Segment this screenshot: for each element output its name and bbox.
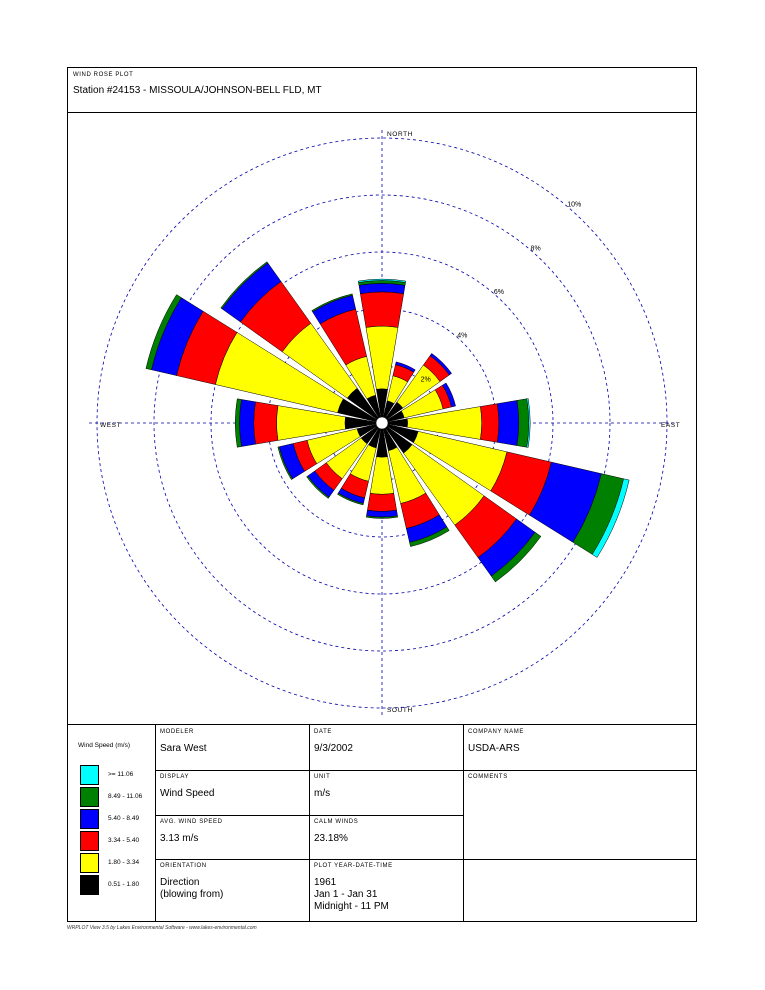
legend-label: >= 11.06 — [108, 771, 134, 778]
petal-segment — [360, 292, 403, 328]
display-label: DISPLAY — [160, 774, 190, 780]
orientation-cell — [155, 859, 309, 922]
petal-segment — [370, 457, 394, 495]
calm-winds-label: CALM WINDS — [314, 819, 359, 825]
date-cell — [309, 725, 463, 770]
ring-label: 6% — [493, 289, 505, 297]
calm-winds-value: 23.18% — [314, 833, 348, 844]
comments-cell — [463, 770, 696, 859]
petal-segment — [497, 400, 519, 445]
unit-value: m/s — [314, 788, 331, 799]
legend-swatch — [80, 809, 99, 829]
date-label: DATE — [314, 729, 332, 735]
plot-period-cell — [309, 859, 463, 922]
west-label: WEST — [100, 422, 122, 429]
east-label: EAST — [661, 422, 681, 429]
legend-label: 1.80 - 3.34 — [108, 859, 140, 866]
ring-label: 2% — [420, 376, 431, 384]
petal-segment — [239, 399, 255, 446]
legend-swatch — [80, 853, 99, 873]
legend-label: 3.34 - 5.40 — [108, 837, 140, 844]
plot-type-label: WIND ROSE PLOT — [73, 72, 134, 78]
wind-rose-panel — [68, 112, 696, 724]
petal-segment — [367, 493, 396, 511]
north-label: NORTH — [387, 131, 413, 138]
company-label: COMPANY NAME — [468, 729, 524, 735]
legend-panel — [68, 725, 155, 922]
legend-swatch — [80, 765, 99, 785]
legend-swatch — [80, 787, 99, 807]
orientation-value: Direction (blowing from) — [160, 877, 224, 900]
station-title: Station #24153 - MISSOULA/JOHNSON-BELL FLD, MT — [73, 85, 322, 96]
company-cell — [463, 725, 696, 770]
wind-rose-chart — [68, 112, 696, 724]
legend-title: Wind Speed (m/s) — [78, 742, 131, 749]
date-value: 9/3/2002 — [314, 743, 353, 754]
info-table — [68, 724, 696, 922]
report-header — [68, 68, 696, 113]
petal-segment — [254, 402, 278, 444]
display-value: Wind Speed — [160, 788, 215, 799]
ring-label: 8% — [530, 245, 541, 253]
comments-label: COMMENTS — [468, 774, 508, 780]
avg-speed-label: AVG. WIND SPEED — [160, 819, 223, 825]
legend-label: 0.51 - 1.80 — [108, 881, 140, 888]
plot-period-value: 1961 Jan 1 - Jan 31 Midnight - 11 PM — [314, 877, 389, 912]
legend-label: 8.49 - 11.06 — [108, 793, 143, 800]
petal-segment — [480, 404, 498, 443]
unit-label: UNIT — [314, 774, 331, 780]
footer-credit: WRPLOT View 3.5 by Lakes Environmental Software - www.lakes-environmental.com — [67, 925, 257, 931]
modeler-value: Sara West — [160, 743, 207, 754]
ring-label: 10% — [567, 201, 582, 209]
calm-winds-cell — [309, 815, 463, 859]
modeler-cell — [155, 725, 309, 770]
south-label: SOUTH — [387, 707, 413, 714]
ring-label: 4% — [457, 332, 468, 340]
unit-cell — [309, 770, 463, 815]
calm-center-circle — [376, 417, 388, 429]
plot-period-label: PLOT YEAR-DATE-TIME — [314, 863, 393, 869]
legend-label: 5.40 - 8.49 — [108, 815, 140, 822]
orientation-label: ORIENTATION — [160, 863, 207, 869]
report-frame — [67, 67, 697, 922]
legend-swatch — [80, 831, 99, 851]
petal-segment — [517, 399, 529, 447]
legend-swatch — [80, 875, 99, 895]
avg-speed-cell — [155, 815, 309, 859]
modeler-label: MODELER — [160, 729, 194, 735]
avg-speed-value: 3.13 m/s — [160, 833, 199, 844]
company-value: USDA-ARS — [468, 743, 520, 754]
display-cell — [155, 770, 309, 815]
petal-segment — [366, 510, 397, 517]
